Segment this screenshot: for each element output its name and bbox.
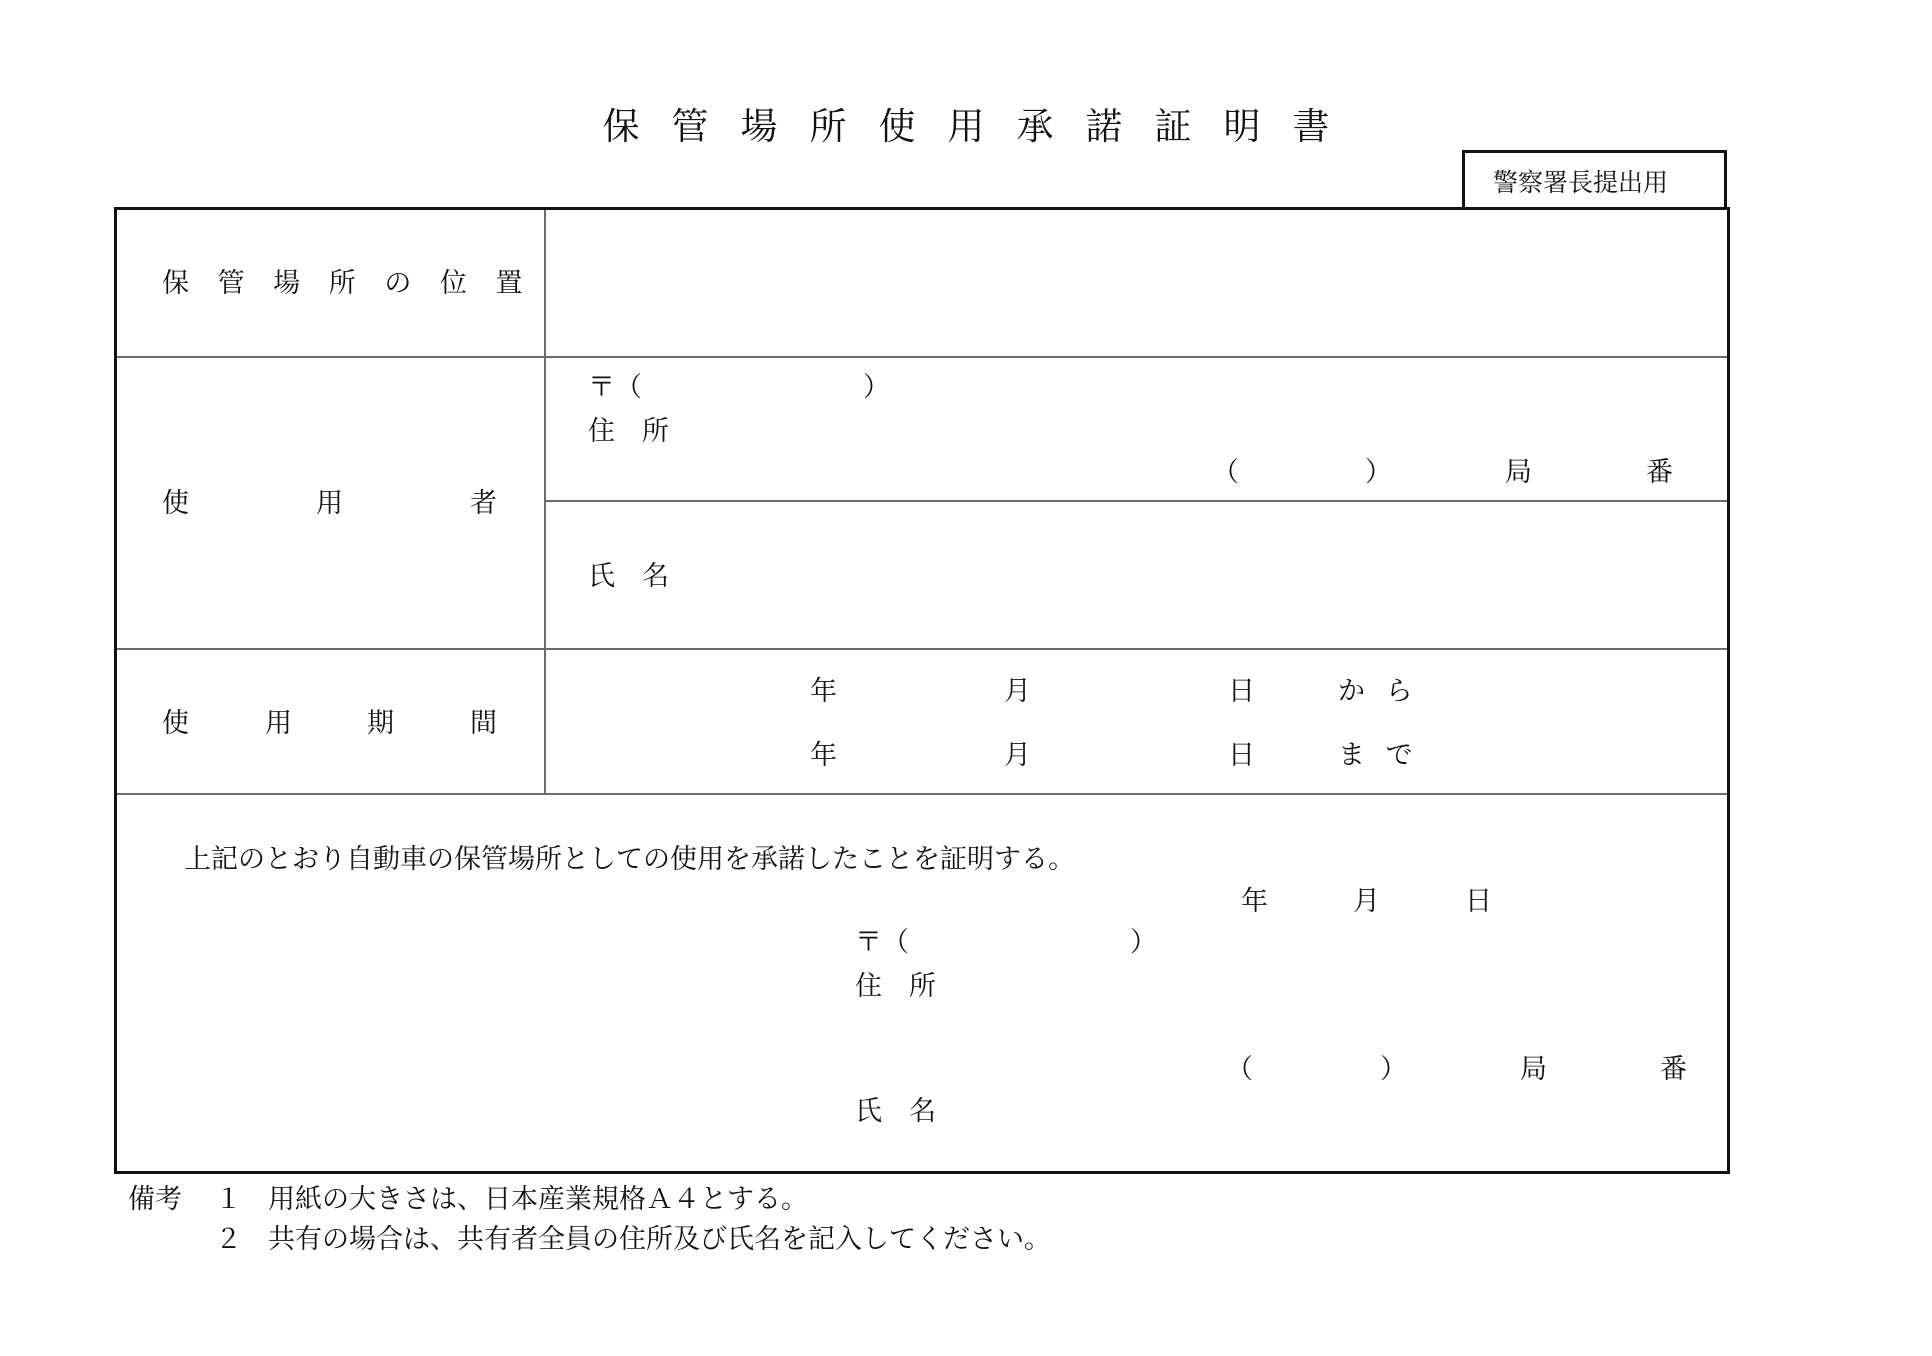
remarks-label: 備考 bbox=[128, 1184, 182, 1215]
user-name-label: 氏 名 bbox=[588, 561, 669, 592]
submission-badge bbox=[1462, 150, 1727, 207]
period-until-year: 年 bbox=[810, 740, 837, 771]
certification-month: 月 bbox=[1353, 886, 1380, 917]
remark-1-text: 用紙の大きさは、日本産業規格Ａ４とする。 bbox=[268, 1184, 808, 1215]
row-divider-period bbox=[117, 793, 1727, 795]
remark-1-number: １ bbox=[215, 1184, 242, 1215]
certification-day: 日 bbox=[1465, 886, 1492, 917]
certifier-name-field[interactable] bbox=[946, 1090, 1716, 1134]
row-divider-user-inner bbox=[546, 500, 1727, 502]
period-label-char-4: 間 bbox=[470, 708, 497, 739]
certifier-address-field[interactable] bbox=[946, 966, 1716, 1006]
certifier-phone-kyoku: 局 bbox=[1520, 1054, 1547, 1085]
certifier-name-label: 氏 名 bbox=[855, 1096, 936, 1127]
period-until-suffix: ま で bbox=[1338, 740, 1419, 771]
period-from-date-field[interactable] bbox=[700, 670, 1300, 710]
period-from-month: 月 bbox=[1004, 676, 1031, 707]
user-label-char-1: 使 bbox=[162, 488, 189, 519]
user-phone-ban: 番 bbox=[1646, 457, 1673, 488]
submission-badge-label: 警察署長提出用 bbox=[1493, 168, 1669, 197]
certifier-phone-close: ） bbox=[1380, 1054, 1407, 1085]
period-until-day: 日 bbox=[1228, 740, 1255, 771]
location-label: 保 管 場 所 の 位 置 bbox=[162, 268, 533, 299]
period-until-date-field[interactable] bbox=[700, 734, 1300, 774]
remark-2-number: ２ bbox=[215, 1224, 242, 1255]
user-name-field[interactable] bbox=[680, 555, 1710, 599]
certifier-phone-ban: 番 bbox=[1660, 1054, 1687, 1085]
period-from-suffix: か ら bbox=[1338, 676, 1419, 707]
user-phone-close: ） bbox=[1365, 457, 1392, 488]
certification-year: 年 bbox=[1241, 886, 1268, 917]
certification-statement: 上記のとおり自動車の保管場所としての使用を承諾したことを証明する。 bbox=[184, 844, 1075, 875]
period-from-day: 日 bbox=[1228, 676, 1255, 707]
certifier-address-label: 住 所 bbox=[855, 971, 936, 1002]
user-label-char-2: 用 bbox=[316, 488, 343, 519]
period-until-month: 月 bbox=[1004, 740, 1031, 771]
certifier-postal-field[interactable] bbox=[912, 924, 1122, 958]
period-label-char-3: 期 bbox=[367, 708, 394, 739]
period-from-year: 年 bbox=[810, 676, 837, 707]
certifier-postal-close: ） bbox=[1130, 927, 1157, 958]
certifier-postal-label: 〒（ bbox=[855, 927, 909, 958]
row-divider-location bbox=[117, 356, 1727, 358]
period-label-char-2: 用 bbox=[265, 708, 292, 739]
period-label-char-1: 使 bbox=[162, 708, 189, 739]
remark-2-text: 共有の場合は、共有者全員の住所及び氏名を記入してください。 bbox=[268, 1224, 1051, 1255]
user-postal-close: ） bbox=[863, 372, 890, 403]
user-postal-field[interactable] bbox=[646, 370, 856, 404]
label-column-divider bbox=[544, 210, 546, 794]
user-address-label: 住 所 bbox=[588, 416, 669, 447]
certifier-phone-open: （ bbox=[1226, 1054, 1253, 1085]
certification-date-field[interactable] bbox=[1150, 880, 1510, 920]
user-address-field[interactable] bbox=[680, 412, 1710, 452]
user-postal-label: 〒（ bbox=[588, 372, 642, 403]
user-phone-open: （ bbox=[1212, 457, 1239, 488]
document-title: 保管場所使用承諾証明書 bbox=[602, 105, 1362, 148]
user-label-char-3: 者 bbox=[470, 488, 497, 519]
row-divider-user bbox=[117, 648, 1727, 650]
location-field[interactable] bbox=[548, 212, 1726, 355]
user-phone-kyoku: 局 bbox=[1505, 457, 1532, 488]
